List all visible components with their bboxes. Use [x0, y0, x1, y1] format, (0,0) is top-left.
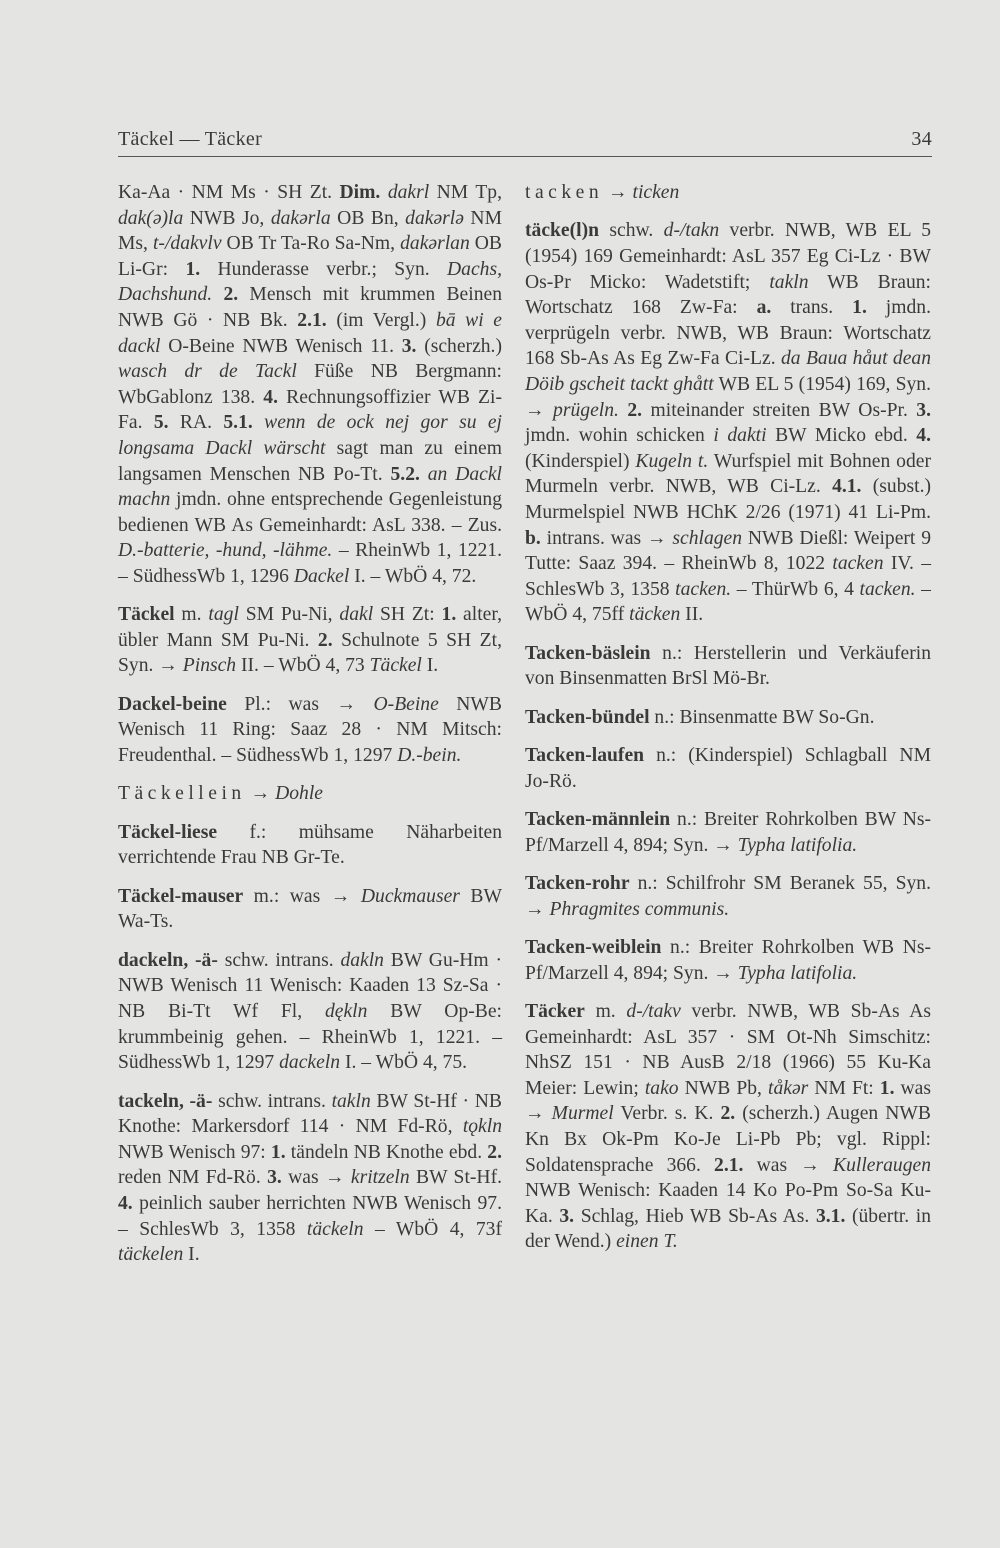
dictionary-entry-tacken-maennlein	[525, 807, 931, 858]
dictionary-entry-dackel-beine	[118, 692, 502, 769]
entry-text: Tacken-männlein n.: Breiter Rohrkolben BW Ns-Pf/Marzell 4, 894; Syn. → Typha latifolia.	[525, 809, 931, 856]
entry-text: Tacken-bündel n.: Binsenmatte BW So-Gn.	[525, 706, 875, 728]
dictionary-entry-tacken-ref	[525, 180, 931, 206]
dictionary-entry-tacken-rohr	[525, 871, 931, 922]
right-column	[525, 180, 931, 1255]
entry-text: Täckel m. tagl SM Pu-Ni, dakl SH Zt: 1. alter, übler Mann SM Pu-Ni. 2. Schulnote 5 SH Zt, Syn. → Pinsch II. – WbÖ 4, 73 Täckel I.	[118, 604, 502, 677]
entry-text: Ka-Aa · NM Ms · SH Zt. Dim. dakrl NM Tp, dak(ə)la NWB Jo, dakərla OB Bn, dakərlə NM Ms, t-/dakvlv OB Tr Ta-Ro Sa-Nm, dakərlan OB Li-Gr: 1. Hunderasse verbr.; Syn. Dachs, Dachshund. 2. Mensch mit krummen Beinen NWB Gö · NB Bk. 2.1. (im Vergl.) bā wi e dackl O-Beine NWB Wenisch 11. 3. (scherzh.) wasch dr de Tackl Füße NB Bergmann: WbGablonz 138. 4. Rechnungsoffizier WB Zi-Fa. 5. RA. 5.1. wenn de ock nej gor su ej longsama Dackl wärscht sagt man zu einem langsamen Menschen NB Po-Tt. 5.2. an Dackl machn jmdn. ohne entsprechende Gegenleistung bedienen WB As Gemeinhardt: AsL 338. – Zus. D.-batterie, -hund, -lähme. – RheinWb 1, 1221. – SüdhessWb 1, 1296 Dackel I. – WbÖ 4, 72.	[118, 182, 503, 587]
running-head-title: Täckel — Täcker	[118, 128, 263, 150]
entry-text: Tacken-rohr n.: Schilfrohr SM Beranek 55, Syn. → Phragmites communis.	[525, 873, 931, 920]
dictionary-entry-tackeln	[118, 1089, 502, 1268]
dictionary-entry-taeckel	[118, 602, 502, 679]
dictionary-entry-tacken-buendel	[525, 705, 931, 731]
dictionary-entry-taeckellein	[118, 781, 502, 807]
entry-text: Täckellein → Dohle	[118, 783, 323, 805]
dictionary-entry-taeckel-mauser	[118, 884, 502, 935]
entry-text: Dackel-beine Pl.: was → O-Beine NWB Wenisch 11 Ring: Saaz 28 · NM Mitsch: Freudenthal. – SüdhessWb 1, 1297 D.-bein.	[118, 693, 502, 767]
dictionary-entry-tacken-laufen	[525, 743, 931, 794]
dictionary-entry-taecker	[525, 999, 931, 1255]
entry-text: Tacken-laufen n.: (Kinderspiel) Schlagball NM Jo-Rö.	[525, 745, 931, 792]
entry-text: Täckel-liese f.: mühsame Näharbeiten verrichtende Frau NB Gr-Te.	[118, 821, 502, 869]
entry-text: Tacken-bäslein n.: Herstellerin und Verkäuferin von Binsenmatten BrSl Mö-Br.	[525, 642, 931, 690]
entry-text: Täcker m. d-/takv verbr. NWB, WB Sb-As As Gemeinhardt: AsL 357 · SM Ot-Nh Simschitz: NhSZ 151 · NB AusB 2/18 (1966) 55 Ku-Ka Meier: Lewin; tako NWB Pb, tåkər NM Ft: 1. was → Murmel Verbr. s. K. 2. (scherzh.) Augen NWB Kn Bx Ok-Pm Ko-Je Li-Pb Pb; vgl. Rippl: Soldatensprache 366. 2.1. was → Kulleraugen NWB Wenisch: Kaaden 14 Ko Po-Pm So-Sa Ku-Ka. 3. Schlag, Hieb WB Sb-As As. 3.1. (übertr. in der Wend.) einen T.	[525, 1001, 932, 1253]
entry-text: tacken → ticken	[525, 182, 680, 203]
entry-text: Tacken-weiblein n.: Breiter Rohrkolben WB Ns-Pf/Marzell 4, 894; Syn. → Typha latifolia.	[525, 937, 931, 984]
page-number: 34	[911, 128, 932, 150]
header-rule	[118, 156, 932, 157]
entry-text: dackeln, -ä- schw. intrans. dakln BW Gu-Hm · NWB Wenisch 11 Wenisch: Kaaden 13 Sz-Sa · NB Bi-Tt Wf Fl, dękln BW Op-Be: krummbeinig gehen. – RheinWb 1, 1221. – SüdhessWb 1, 1297 dackeln I. – WbÖ 4, 75.	[118, 949, 503, 1074]
dictionary-entry-dackeln	[118, 948, 502, 1076]
entry-text: Täckel-mauser m.: was → Duckmauser BW Wa-Ts.	[118, 885, 502, 933]
left-column	[118, 180, 502, 1268]
dictionary-entry-taeckel-liese	[118, 820, 502, 871]
entry-text: tackeln, -ä- schw. intrans. takln BW St-Hf · NB Knothe: Markersdorf 114 · NM Fd-Rö, tǫkln NWB Wenisch 97: 1. tändeln NB Knothe ebd. 2. reden NM Fd-Rö. 3. was → kritzeln BW St-Hf. 4. peinlich sauber herrichten NWB Wenisch 97. – SchlesWb 3, 1358 täckeln – WbÖ 4, 73f täckelen I.	[118, 1090, 502, 1266]
running-head	[118, 128, 932, 158]
dictionary-entry-dackel-cont	[118, 180, 502, 590]
dictionary-entry-tacken-baeslein	[525, 641, 931, 692]
dictionary-entry-taeckeln	[525, 218, 931, 628]
entry-text: täcke(l)n schw. d-/takn verbr. NWB, WB EL 5 (1954) 169 Gemeinhardt: AsL 357 Eg Ci-Lz · BW Os-Pr Micko: Wadetstift; takln WB Braun: Wortschatz 168 Zw-Fa: a. trans. 1. jmdn. verprügeln verbr. NWB, WB Braun: Wortschatz 168 Sb-As As Eg Zw-Fa Ci-Lz. da Baua håut dean Döib gscheit tackt ghått WB EL 5 (1954) 169, Syn. → prügeln. 2. miteinander streiten BW Os-Pr. 3. jmdn. wohin schicken i dakti BW Micko ebd. 4. (Kinderspiel) Kugeln t. Wurfspiel mit Bohnen oder Murmeln verbr. NWB, WB Ci-Lz. 4.1. (subst.) Murmelspiel NWB HChK 2/26 (1971) 41 Li-Pm. b. intrans. was → schlagen NWB Dießl: Weipert 9 Tutte: Saaz 394. – RheinWb 8, 1022 tacken IV. – SchlesWb 3, 1358 tacken. – ThürWb 6, 4 tacken. – WbÖ 4, 75ff täcken II.	[525, 220, 931, 626]
dictionary-entry-tacken-weiblein	[525, 935, 931, 986]
